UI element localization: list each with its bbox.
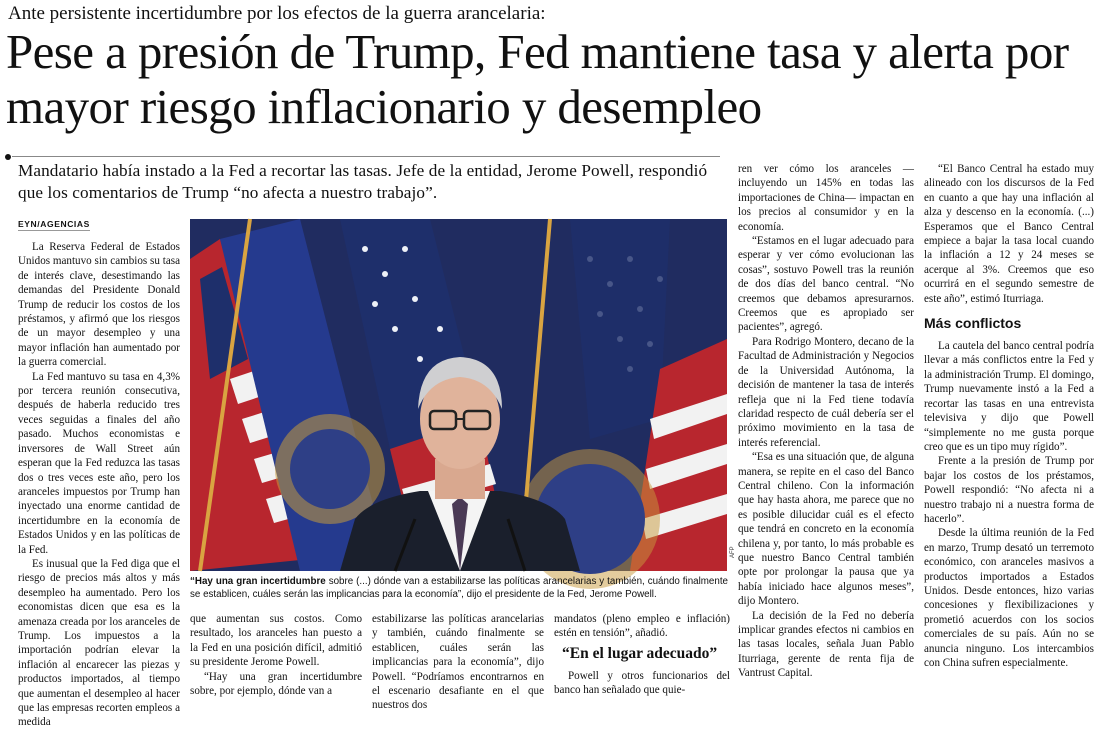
body-paragraph: mandatos (pleno empleo e inflación) estén en tensión”, añadió. [554,613,730,640]
powell-photo-illustration [190,219,727,571]
article-kicker: Ante persistente incertidumbre por los efectos de la guerra arancelaria: [8,3,546,24]
body-paragraph: La cautela del banco central podría llevar a más conflictos entre la Fed y la administración Trump. El domingo, Trump nuevamente instó a la Fed a recortar las tasas en una entrevista televisiva y dijo que Powell “simplemente no me gusta porque creo que es un tipo muy rígido”. [924,340,1094,453]
body-paragraph: Frente a la presión de Trump por bajar los costos de los préstamos, Powell respondió: “No afecta ni a nuestro trabajo ni a nuestra forma de hacerlo”. [924,455,1094,525]
caption-text: sobre (...) dónde van a estabilizarse las políticas arancelarias y también, cuándo finalmente se establicen, cuáles serán las implicancias para la economía”, dijo el presidente de la Fed, Jerome Powell. [190,576,728,600]
byline: EYN/AGENCIAS [18,219,90,229]
body-paragraph: ren ver cómo los aranceles —incluyendo un 145% en todas las importaciones de China— impactan en los precios al consumidor y en la economía. [738,163,914,233]
body-paragraph: Es inusual que la Fed diga que el riesgo de precios más altos y más desempleo ha aumentado. Pero los economistas dicen que esa es la amenaza creada por los aranceles de Trump. Los impuestos a la importación podrían elevar la inflación al encarecer las piezas y productos importados, al tiempo que aumentan el desempleo al hacer que las empresas recorten empleos a medida [18,557,180,729]
body-paragraph: “Esa es una situación que, de alguna manera, se repite en el caso del Banco Central chileno. Con la información que hay hasta ahora, me parece que no es posible dilucidar cuál es el efecto que tendrá en concreto en la economía chilena y, por tanto, lo más probable es que nuestro Banco Central también opte por prolongar la pausa que ya había iniciado hace algunos meses”, dijo Montero. [738,451,914,608]
deck-divider [12,156,720,157]
body-paragraph: La Fed mantuvo su tasa en 4,3% por tercera reunión consecutiva, después de haberla reducido tres veces seguidas a finales del año pasado. Muchos economistas e inversores de Wall Street aún esperan que la Fed reduzca las tasas dos o tres veces este año, pero los aranceles impuestos por Trump han inyectado una enorme cantidad de incertidumbre en la economía de Estados Unidos y en las políticas de la Fed. [18,370,180,556]
body-paragraph: Para Rodrigo Montero, decano de la Facultad de Administración y Negocios de la Universidad Autónoma, la decisión de mantener la tasa de interés refleja que ni la Fed tiene todavía claridad respecto de cuál debería ser el próximo movimiento en la tasa de interés referencial. [738,335,914,449]
body-paragraph: La Reserva Federal de Estados Unidos mantuvo sin cambios su tasa de interés clave, desestimando las demandas del Presidente Donald Trump de reducir los costos de los préstamos, y afirmó que los riesgos de un mayor desempleo y una mayor inflación han aumentado por la guerra comercial. [18,241,180,369]
photo-credit: AFP [730,546,736,558]
news-photo [190,219,727,571]
body-paragraph: Powell y otros funcionarios del banco han señalado que quie- [554,669,730,697]
body-paragraph: “Hay una gran incertidumbre sobre, por ejemplo, dónde van a [190,670,362,698]
article-deck: Mandatario había instado a la Fed a recortar las tasas. Jefe de la entidad, Jerome Powell, respondió que los comentarios de Trump “no afecta a nuestro trabajo”. [18,161,708,202]
bullet-icon [5,154,11,160]
photo-caption [190,575,728,601]
body-paragraph: estabilizarse las políticas arancelarias y también, cuándo finalmente se establicen, cuáles serán las implicancias para la economía”, dijo Powell. “Podríamos encontrarnos en el escenario desafiante en el que nuestros dos [372,613,544,712]
body-column-4 [554,612,730,714]
subheading-en-el-lugar-adecuado: “En el lugar adecuado” [562,644,718,662]
body-column-1 [18,240,180,729]
body-column-3 [372,612,544,714]
body-paragraph: “Estamos en el lugar adecuado para esperar y ver cómo evolucionan las cosas”, sostuvo Powell tras la reunión de dos días del banco central. “No creemos que debamos apresurarnos. Creemos que es apropiado ser pacientes”, agregó. [738,235,914,334]
body-column-5 [738,162,914,714]
subheading-mas-conflictos: Más conflictos [924,315,1022,332]
body-paragraph: que aumentan sus costos. Como resultado, los aranceles han puesto a la Fed en una posición difícil, admitió su presidente Jerome Powell. [190,613,362,669]
article-headline: Pese a presión de Trump, Fed mantiene tasa y alerta por mayor riesgo inflacionario y desempleo [6,24,1069,134]
body-column-6 [924,162,1094,714]
caption-lead: “Hay una gran incertidumbre [190,576,326,587]
body-paragraph: Desde la última reunión de la Fed en marzo, Trump desató un terremoto económico, con aranceles masivos a productos importados a Estados Unidos. Desde entonces, hizo varias concesiones y flexibilizaciones y prometió acuerdos con los socios comerciales de su país. Aún no se anuncia ninguno. Los intercambios con China sufren especialmente. [924,527,1094,669]
body-paragraph: “El Banco Central ha estado muy alineado con los discursos de la Fed en cuanto a que hay una inflación al alza y descenso en la economía. (...) Esperamos que el Banco Central empiece a bajar la tasa local cuando la inflación a 12 y 24 meses se acerque al 3%. Creemos que eso ocurrirá en el segundo semestre de este año”, estimó Iturriaga. [924,163,1094,305]
body-column-2 [190,612,362,714]
body-paragraph: La decisión de la Fed no debería implicar grandes efectos ni cambios en las tasas locales, señala Juan Pablo Iturriaga, gerente de renta fija de Vantrust Capital. [738,609,914,680]
